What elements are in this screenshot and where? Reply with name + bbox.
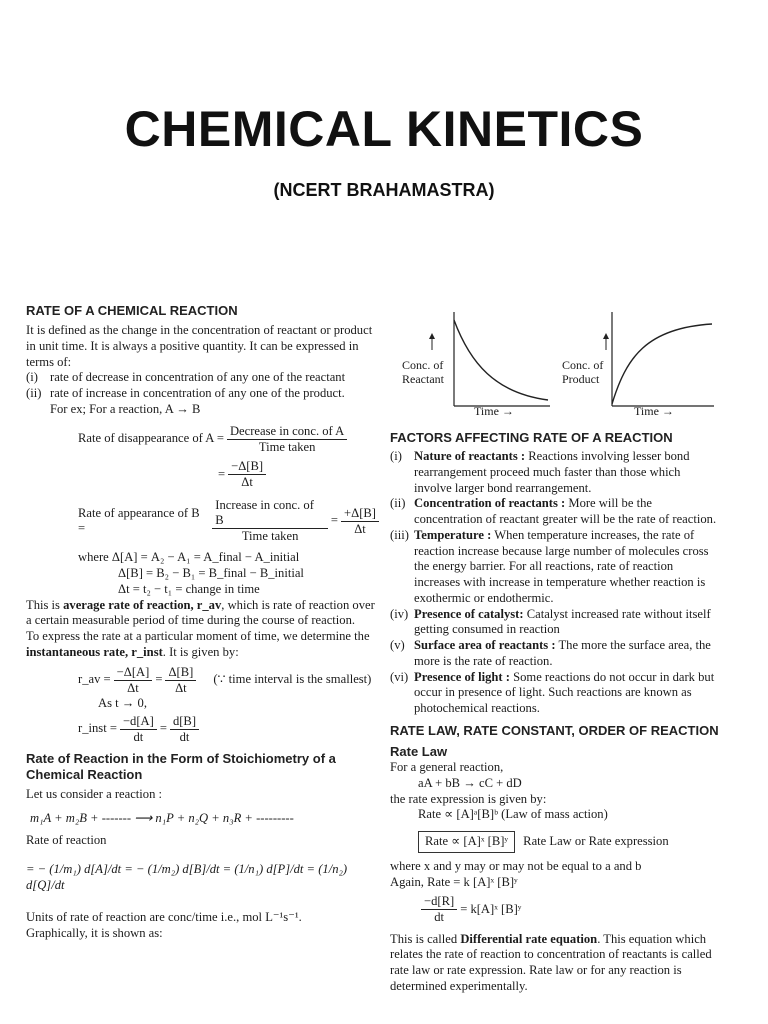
product-label: Conc. of Product: [562, 358, 604, 387]
expression-intro: the rate expression is given by:: [390, 791, 547, 806]
list-item: (v) Surface area of reactants : The more the surface area, the more is the rate of reaction.: [390, 638, 711, 668]
rate-list: [26, 370, 382, 401]
concentration-graphs: [390, 300, 720, 425]
page-subtitle: (NCERT BRAHAMASTRA): [273, 180, 495, 200]
instantaneous-rate-text: To express the rate at a particular moment of time, we determine the instantaneous rate, r_inst. It is given by:: [26, 629, 370, 659]
factors-heading: FACTORS AFFECTING RATE OF A REACTION: [390, 430, 673, 445]
reaction-equation: m₁A + m₂B + ------- ⟶ n₁P + n₂Q + n₃R + ---------: [30, 810, 294, 825]
reactant-label: Conc. of Reactant: [402, 358, 444, 387]
rate-law-heading: RATE LAW, RATE CONSTANT, ORDER OF REACTION: [390, 722, 719, 738]
consider-line: Let us consider a reaction :: [26, 787, 163, 802]
rate-definition: It is defined as the change in the concentration of reactant or product in unit time. It is always a positive quantity. It can be expressed in terms of:: [26, 323, 373, 369]
general-reaction-line: For a general reaction,: [390, 760, 504, 775]
list-item: (vi) Presence of light : Some reactions do not occur in dark but occur in presence of light. Such reactions are known as photochemical reactions.: [390, 669, 715, 715]
delta-equation: = $\frac{-\Delta[B]}{\Delta t}$: [26, 459, 382, 490]
disappearance-equation: Rate of disappearance of A = $\frac{\text{Decrease in conc. of A}}{\text{Time taken}}$: [26, 424, 382, 455]
list-item: (ii) rate of increase in concentration of any one of the product.: [26, 386, 345, 401]
units-line: Units of rate of reaction are conc/time i.e., mol L⁻¹s⁻¹.: [26, 909, 302, 924]
time-label: Time →: [474, 404, 514, 418]
appearance-equation: Rate of appearance of B = $\frac{\text{Increase in conc. of B}}{\text{Time taken}}$ = $\frac{+\Delta[B]}{\Delta t}$: [26, 498, 382, 544]
rate-law-box-row: Rate ∝ [A]ˣ [B]ʸ Rate Law or Rate expression: [390, 831, 720, 853]
differential-text: This is called Differential rate equation. This equation which relates the rate of reaction to concentration of reactants is called rate law or rate expression. Rate law or for any reaction is determined experimentally.: [390, 931, 712, 993]
general-reaction-equation: aA + bB → cC + dD: [418, 775, 522, 790]
growth-curve: [612, 324, 712, 404]
list-item: (ii) Concentration of reactants : More will be the concentration of reactant greater will be the rate of reaction.: [390, 496, 717, 527]
list-item: (i) Nature of reactants : Reactions involving lesser bond rearrangement proceed much faster than those which involve larger bond rearrangement.: [390, 449, 690, 495]
rinst-equation: r_inst = $\frac{-d[A]}{dt}$ = $\frac{d[B]}{dt}$: [26, 714, 382, 745]
rate-heading: RATE OF A CHEMICAL REACTION: [26, 303, 238, 318]
mass-action-equation: Rate ∝ [A]ᵃ[B]ᵇ (Law of mass action): [418, 807, 608, 822]
example-line: For ex; For a reaction, A → B: [50, 401, 201, 416]
left-column: [26, 303, 382, 941]
graphically-line: Graphically, it is shown as:: [26, 925, 163, 940]
rav-equation: r_av = $\frac{-\Delta[A]}{\Delta t}$ = $\frac{\Delta[B]}{\Delta t}$ (∵ time interval is the smallest): [78, 664, 372, 695]
differential-equation: $\frac{-d[R]}{dt}$ = k[A]ˣ [B]ʸ: [390, 894, 720, 925]
average-rate-text: This is average rate of reaction, r_av, which is rate of reaction over a certain measurable period of time during the course of reaction.: [26, 597, 375, 628]
factors-list: [390, 449, 720, 716]
rate-of-reaction-label: Rate of reaction: [26, 832, 107, 847]
page-title: CHEMICAL KINETICS: [124, 101, 644, 157]
time-label: Time →: [634, 404, 674, 418]
list-item: (iv) Presence of catalyst: Catalyst increased rate without itself getting consumed in reaction: [390, 606, 711, 637]
stoichiometry-equation: = − (1/m₁) d[A]/dt = − (1/m₂) d[B]/dt = (1/n₁) d[P]/dt = (1/n₂) d[Q]/dt: [26, 862, 348, 893]
where-block: where Δ[A] = A₂ − A₁ = A_final − A_initial Δ[B] = B₂ − B₁ = B_final − B_initial Δt = t₂ − t₁ = change in time: [78, 550, 304, 596]
limit-line: As t → 0,: [98, 695, 147, 710]
stoichiometry-heading: Rate of Reaction in the Form of Stoichiometry of a Chemical Reaction: [26, 750, 336, 782]
list-item: (i) rate of decrease in concentration of any one of the reactant: [26, 370, 346, 385]
right-column: [390, 300, 720, 995]
rate-law-box: Rate ∝ [A]ˣ [B]ʸ: [418, 831, 515, 853]
where-xy-line: where x and y may or may not be equal to a and b: [390, 858, 642, 873]
list-item: (iii) Temperature : When temperature increases, the rate of reaction increase because large number of molecules cross the energy barrier. For all reactions, rate of reaction increases with increase in temperature whether reaction is exothermic or endothermic.: [390, 527, 709, 605]
rate-law-subheading: Rate Law: [390, 743, 448, 759]
decay-curve: [454, 320, 548, 400]
again-line: Again, Rate = k [A]ˣ [B]ʸ: [390, 874, 518, 889]
